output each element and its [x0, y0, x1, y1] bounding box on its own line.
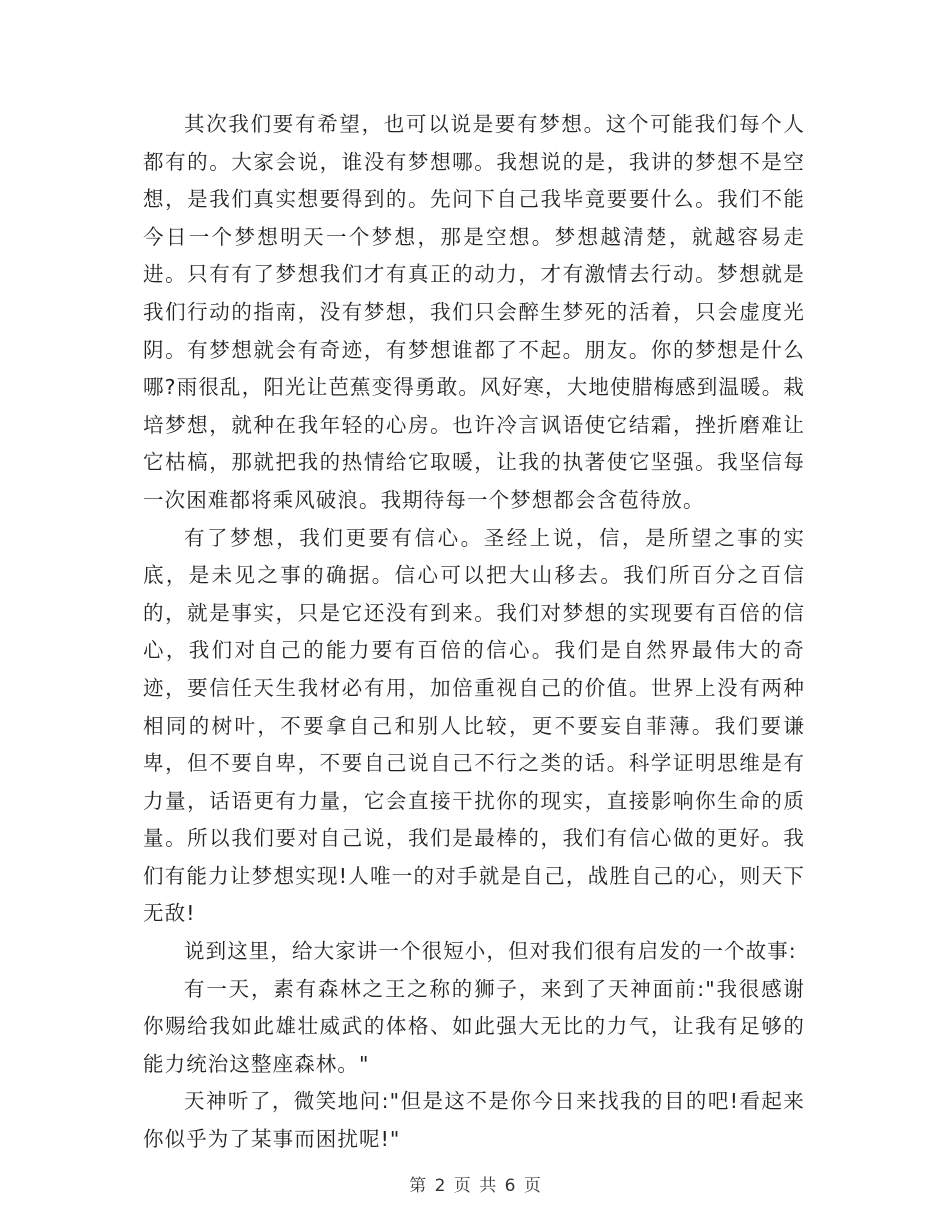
page-footer: 第 2 页 共 6 页	[409, 1176, 541, 1196]
paragraph-dream: 其次我们要有希望，也可以说是要有梦想。这个可能我们每个人都有的。大家会说，谁没有梦想哪。我想说的是，我讲的梦想不是空想，是我们真实想要得到的。先问下自己我毕竟要要什么。我们不能今日一个梦想明天一个梦想，那是空想。梦想越清楚，就越容易走进。只有有了梦想我们才有真正的动力，才有激情去行动。梦想就是我们行动的指南，没有梦想，我们只会醉生梦死的活着，只会虚度光阴。有梦想就会有奇迹，有梦想谁都了不起。朋友。你的梦想是什么哪?雨很乱，阳光让芭蕉变得勇敢。风好寒，大地使腊梅感到温暖。栽培梦想，就种在我年轻的心房。也许冷言讽语使它结霜，挫折磨难让它枯槁，那就把我的热情给它取暖，让我的执著使它坚强。我坚信每一次困难都将乘风破浪。我期待每一个梦想都会含苞待放。	[143, 112, 805, 512]
paragraph-story-intro: 说到这里，给大家讲一个很短小，但对我们很有启发的一个故事:	[184, 939, 797, 964]
paragraph-lion: 有一天，素有森林之王之称的狮子，来到了天神面前:"我很感谢你赐给我如此雄壮威武的体格、如此强大无比的力气，让我有足够的能力统治这整座森林。"	[143, 976, 805, 1076]
document-body	[143, 106, 805, 1159]
paragraph-confidence: 有了梦想，我们更要有信心。圣经上说，信，是所望之事的实底，是未见之事的确据。信心可以把大山移去。我们所百分之百信的，就是事实，只是它还没有到来。我们对梦想的实现要有百倍的信心，我们对自己的能力要有百倍的信心。我们是自然界最伟大的奇迹，要信任天生我材必有用，加倍重视自己的价值。世界上没有两种相同的树叶，不要拿自己和别人比较，更不要妄自菲薄。我们要谦卑，但不要自卑，不要自己说自己不行之类的话。科学证明思维是有力量，话语更有力量，它会直接干扰你的现实，直接影响你生命的质量。所以我们要对自己说，我们是最棒的，我们有信心做的更好。我们有能力让梦想实现!人唯一的对手就是自己，战胜自己的心，则天下无敌!	[143, 525, 805, 926]
paragraph-god-reply: 天神听了，微笑地问:"但是这不是你今日来找我的目的吧!看起来你似乎为了某事而困扰呢!"	[143, 1089, 805, 1152]
